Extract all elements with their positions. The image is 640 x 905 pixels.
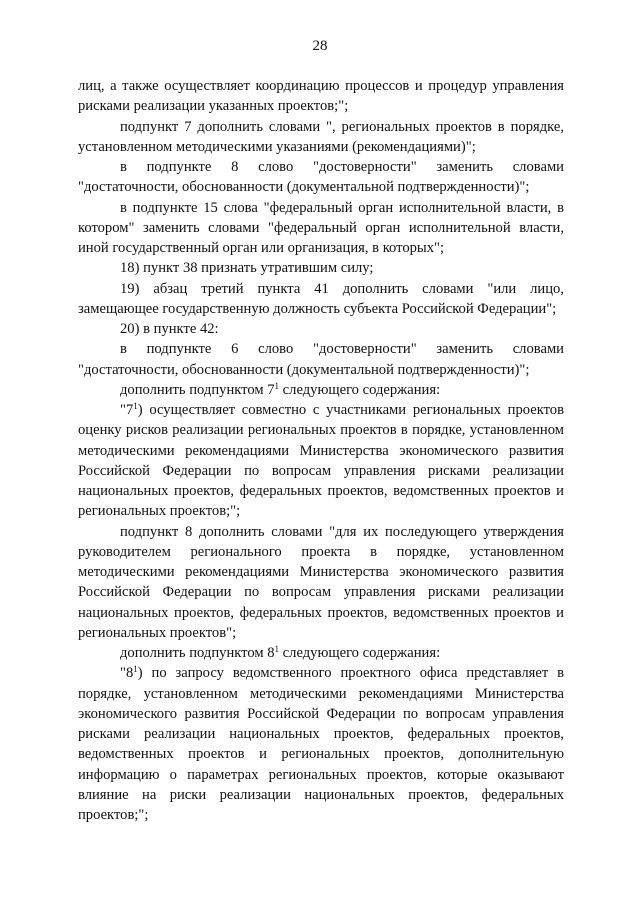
superscript: 1 <box>133 401 138 411</box>
paragraph-text: следующего содержания: <box>279 381 441 398</box>
superscript: 1 <box>133 664 138 675</box>
paragraph: в подпункте 8 слово "достоверности" заменить словами "достаточности, обоснованности (документальной подтвержденности)"; <box>78 159 564 196</box>
paragraph-text: "7 <box>120 402 134 418</box>
paragraph-text: "8 <box>120 665 134 682</box>
paragraph: подпункт 8 дополнить словами "для их последующего утверждения руководителем регионального проекта в порядке, установленном методическими рекомендациями Министерства экономического развития Российской Федерации по вопросам управления рисками реализации национальных проектов, федеральных проектов, ведомственных проектов и региональных проектов"; <box>78 523 564 641</box>
paragraph <box>78 400 564 522</box>
paragraph: подпункт 7 дополнить словами ", региональных проектов в порядке, установленном методическими указаниями (рекомендациями)"; <box>78 118 564 155</box>
paragraph: 20) в пункте 42: <box>120 321 219 337</box>
paragraph: 19) абзац третий пункта 41 дополнить словами "или лицо, замещающее государственную должность субъекта Российской Федерации"; <box>78 280 564 317</box>
page-number: 28 <box>312 38 328 54</box>
superscript: 1 <box>274 380 280 391</box>
superscript: 1 <box>274 644 280 654</box>
paragraph <box>78 663 564 825</box>
paragraph-text: дополнить подпунктом 7 <box>120 381 275 398</box>
document-body <box>78 76 564 825</box>
paragraph-text: ) по запросу ведомственного проектного офиса представляет в порядке, установленном методическими рекомендациями Министерства экономического развития Российской Федерации по вопросам управления рисками реализации национальных проектов, федеральных проектов, ведомственных проектов и региональных проектов, дополнительную информацию о параметрах региональных проектов, которые оказывают влияние на риски реализации национальных проектов, федеральных проектов;"; <box>78 665 564 823</box>
paragraph <box>78 380 564 400</box>
paragraph <box>78 643 564 663</box>
paragraph-text: дополнить подпунктом 8 <box>120 645 275 661</box>
paragraph: лиц, а также осуществляет координацию процессов и процедур управления рисками реализации указанных проектов;"; <box>78 78 564 115</box>
paragraph-text: ) осуществляет совместно с участниками региональных проектов оценку рисков реализации региональных проектов в порядке, установленном методическими рекомендациями Министерства экономического развития Российской Федерации по вопросам управления рисками реализации национальных проектов, федеральных проектов, ведомственных проектов и региональных проектов;"; <box>78 402 564 520</box>
paragraph: в подпункте 6 слово "достоверности" заменить словами "достаточности, обоснованности (документальной подтвержденности)"; <box>78 341 564 378</box>
paragraph: 18) пункт 38 признать утратившим силу; <box>120 260 374 277</box>
paragraph-text: следующего содержания: <box>279 645 441 661</box>
paragraph: в подпункте 15 слова "федеральный орган исполнительной власти, в котором" заменить словами "федеральный орган исполнительной власти, иной государственный орган или организация, в которых"; <box>78 199 564 256</box>
